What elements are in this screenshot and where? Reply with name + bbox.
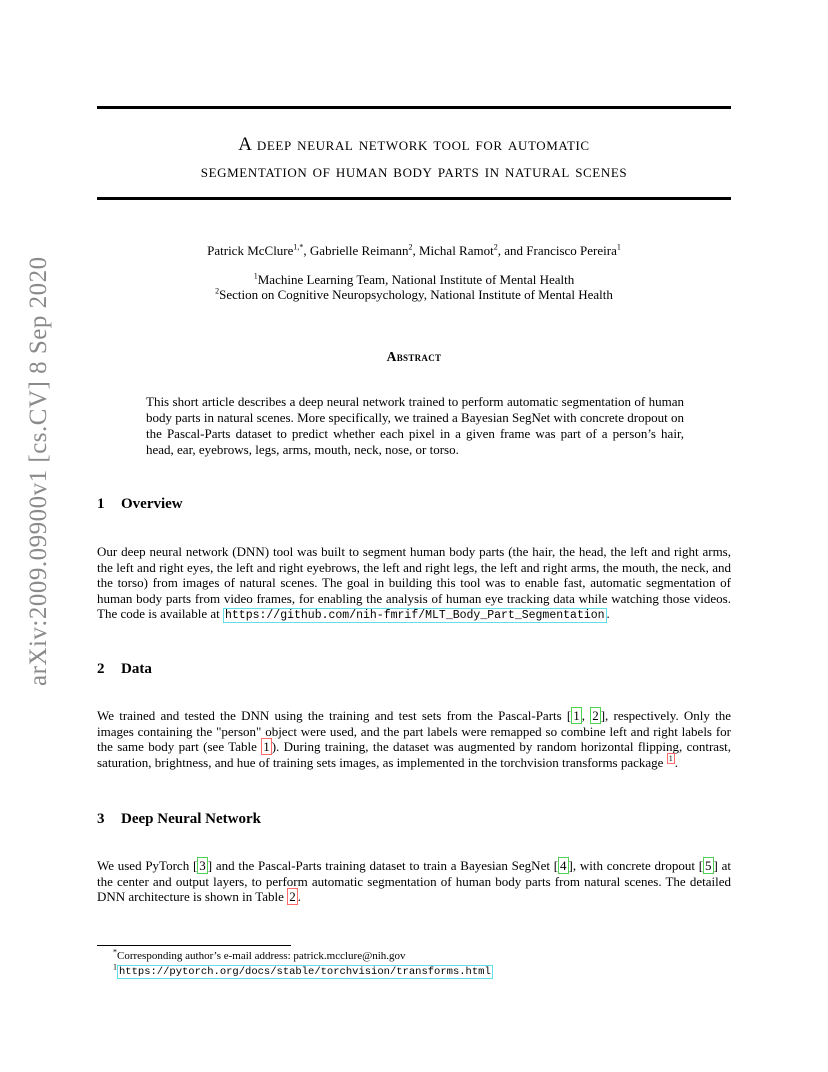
citation-link[interactable]: 3 [199,858,206,873]
footnote-rule [97,945,291,946]
footnote-link[interactable]: 1 [668,754,673,764]
section-heading-overview: 1 Overview [97,496,183,512]
paper-title [97,131,731,185]
github-link[interactable]: https://github.com/nih-fmrif/MLT_Body_Part_Segmentation [224,609,605,623]
citation-link[interactable]: 4 [560,858,567,873]
author-name: , Michal Ramot [412,243,494,258]
overview-paragraph: Our deep neural network (DNN) tool was built to segment human body parts (the hair, the head, the left and right arms, the left and right eyes, the left and right eyebrows, the left and right legs, the left and right arms, the mouth, the neck, and the torso) from images of natural scenes. The goal in building this tool was to enable fast, automatic segmentation of human body parts from video frames, for enabling the analysis of human eye tracking data while watching those videos. The code is available at https://github.com/nih-fmrif/MLT_Body_Part_Segmentation . [97,544,731,623]
author-mark: 2 [408,242,413,252]
author-name: , Gabrielle Reimann [303,243,409,258]
pytorch-link[interactable]: https://pytorch.org/docs/stable/torchvision/transforms.html [119,966,491,978]
citation-link[interactable]: 5 [705,858,712,873]
abstract-text: This short article describes a deep neural network trained to perform automatic segmentation of human body parts in natural scenes. More specifically, we trained a Bayesian SegNet with concrete dropout on the Pascal-Parts dataset to predict whether each pixel in a given frame was part of a person’s hair, head, ear, eyebrows, legs, arms, mouth, neck, nose, or torso. [146,394,684,457]
author-name: , and Francisco Pereira [497,243,617,258]
title-bottom-rule [97,197,731,200]
section-heading-dnn: 3 Deep Neural Network [97,811,261,827]
title-line-1: A deep neural network tool for automatic [238,134,590,155]
citation-link[interactable]: 2 [592,708,599,723]
affiliations [97,272,731,302]
dnn-paragraph: We used PyTorch [ 3 ] and the Pascal-Parts training dataset to train a Bayesian SegNet [ 4 ], with concrete dropout [ 5 ] at the center and output layers, to perform automatic segmentation of human body parts from natural scenes. The detailed DNN architecture is shown in Table 2 . [97,858,731,905]
author-mark: 1,* [293,242,304,252]
abstract-heading: Abstract [386,349,442,364]
affiliation-2: $^2$Section on Cognitive Neuropsychology, National Institute of Mental Health [215,286,613,302]
affiliation-1: $^1$Machine Learning Team, National Institute of Mental Health [253,271,575,287]
data-paragraph: We trained and tested the DNN using the training and test sets from the Pascal-Parts [ 1 , 2 ], respectively. Only the images containing the "person" object were used, and the part labels were remapped so combine left and right labels for the same body part (see Table 1 ). During training, the dataset was augmented by random horizontal flipping, contrast, saturation, brightness, and hue of training sets images, as implemented in the torchvision transforms package $^1$ . [97,708,732,770]
section-heading-data: 2 Data [97,661,152,677]
table-ref-link[interactable]: 2 [289,889,296,905]
author-mark: 2 [493,242,498,252]
citation-link[interactable]: 1 [573,708,580,723]
footnote-1: *Corresponding author’s e-mail address: patrick.mcclure@nih.gov [113,947,406,962]
author-list [97,243,731,259]
title-top-rule [97,106,731,109]
author-mark: 1 [616,242,621,252]
author-name: Patrick McClure [207,243,294,258]
footnote-2: $^1$ https://pytorch.org/docs/stable/torchvision/transforms.html [113,962,491,978]
title-line-2: segmentation of human body parts in natural scenes [200,161,628,182]
arxiv-stamp: arXiv:2009.09900v1 [cs.CV] 8 Sep 2020 [25,256,52,686]
table-ref-link[interactable]: 1 [263,739,270,755]
